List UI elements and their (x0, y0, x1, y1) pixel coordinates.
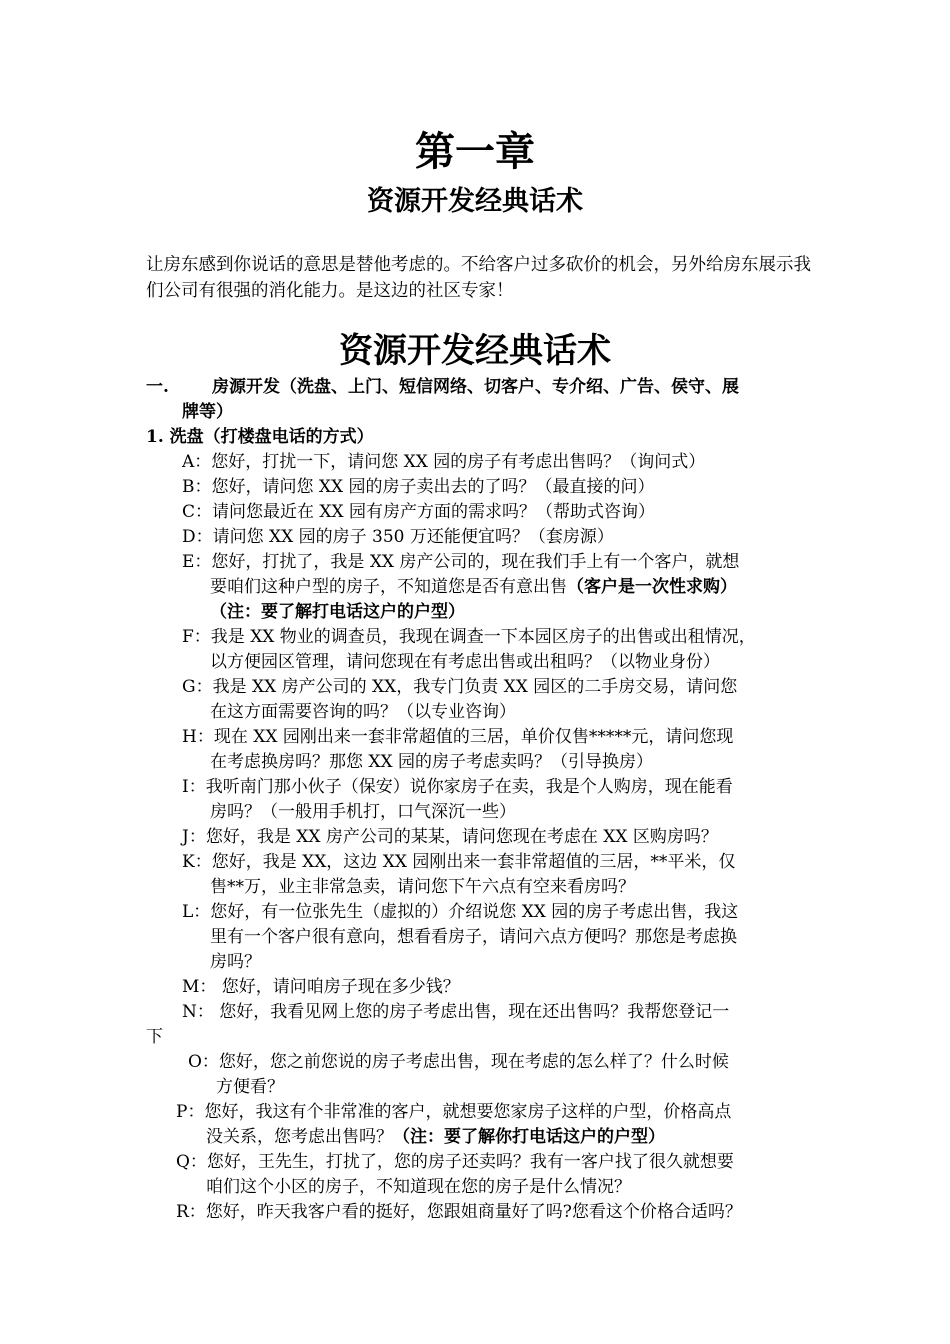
script-l-line1: L：您好，有一位张先生（虚拟的）介绍说您 XX 园的房子考虑出售，我这 (182, 902, 739, 922)
section-one-number: 一. (146, 377, 169, 397)
section-title: 资源开发经典话术 (339, 331, 611, 371)
script-b: B：您好，请问您 XX 园的房子卖出去的了吗？（最直接的问） (182, 477, 655, 497)
script-p-text: 没关系，您考虑出售吗？ (206, 1127, 393, 1147)
script-g-line2: 在这方面需要咨询的吗？（以专业咨询） (210, 702, 516, 722)
script-l-line2: 里有一个客户很有意向，想看看房子，请问六点方便吗？那您是考虑换 (210, 927, 737, 947)
script-n-line2: 下 (146, 1027, 163, 1047)
script-k-line2: 售**万，业主非常急卖，请问您下午六点有空来看房吗？ (210, 877, 635, 897)
script-g-line1: G：我是 XX 房产公司的 XX，我专门负责 XX 园区的二手房交易，请问您 (182, 677, 738, 697)
section-one-heading: 房源开发（洗盘、上门、短信网络、切客户、专介绍、广告、侯守、展 (212, 377, 739, 397)
script-j: J：您好，我是 XX 房产公司的某某，请问您现在考虑在 XX 区购房吗？ (182, 827, 718, 847)
chapter-subtitle: 资源开发经典话术 (367, 186, 583, 217)
script-o-line2: 方便看？ (216, 1077, 284, 1097)
script-f-line2: 以方便园区管理，请问您现在有考虑出售或出租吗？（以物业身份） (210, 652, 720, 672)
intro-paragraph: 让房东感到你说话的意思是替他考虑的。不给客户过多砍价的机会，另外给房东展示我们公司有很强的消化能力。是这边的社区专家！ (146, 255, 811, 301)
script-e-line2 (210, 575, 737, 600)
chapter-title: 第一章 (415, 128, 535, 175)
script-h-line1: H：现在 XX 园刚出来一套非常超值的三居，单价仅售*****元，请问您现 (182, 727, 734, 747)
script-e-text: 要咱们这种户型的房子，不知道您是否有意出售 (210, 577, 567, 597)
script-c: C：请问您最近在 XX 园有房产方面的需求吗？（帮助式咨询） (182, 502, 656, 522)
script-e-bold-note: （客户是一次性求购） (567, 577, 737, 597)
script-e-note: （注：要了解打电话这户的户型） (210, 602, 465, 622)
script-k-line1: K：您好，我是 XX，这边 XX 园刚出来一套非常超值的三居，**平米，仅 (182, 852, 736, 872)
script-r: R：您好，昨天我客户看的挺好，您跟姐商量好了吗?您看这个价格合适吗？ (176, 1202, 742, 1222)
script-p-bold-note: （注：要了解你打电话这户的户型） (393, 1127, 665, 1147)
script-o-line1: O：您好，您之前您说的房子考虑出售，现在考虑的怎么样了？什么时候 (188, 1052, 729, 1072)
script-e-line1: E：您好，打扰了，我是 XX 房产公司的，现在我们手上有一个客户，就想 (182, 552, 740, 572)
script-p-line2 (206, 1125, 665, 1150)
script-q-line1: Q：您好，王先生，打扰了，您的房子还卖吗？我有一客户找了很久就想要 (176, 1152, 734, 1172)
script-p-line1: P：您好，我这有个非常准的客户，就想要您家房子这样的户型，价格高点 (176, 1102, 732, 1122)
script-d: D：请问您 XX 园的房子 350 万还能便宜吗？（套房源） (182, 527, 614, 547)
script-q-line2: 咱们这个小区的房子，不知道现在您的房子是什么情况？ (206, 1177, 631, 1197)
script-h-line2: 在考虑换房吗？那您 XX 园的房子考虑卖吗？（引导换房） (210, 752, 654, 772)
item-one-heading: 1. 洗盘（打楼盘电话的方式） (146, 427, 374, 447)
script-m: M： 您好，请问咱房子现在多少钱？ (182, 977, 460, 997)
script-n-line1: N： 您好，我看见网上您的房子考虑出售，现在还出售吗？我帮您登记一 (182, 1002, 730, 1022)
script-l-line3: 房吗？ (210, 952, 261, 972)
script-i-line1: I：我听南门那小伙子（保安）说你家房子在卖，我是个人购房，现在能看 (182, 777, 733, 797)
section-one-heading-cont: 牌等） (182, 402, 233, 422)
script-f-line1: F：我是 XX 物业的调查员，我现在调查一下本园区房子的出售或出租情况， (182, 627, 756, 647)
script-a: A：您好，打扰一下，请问您 XX 园的房子有考虑出售吗？（询问式） (182, 452, 706, 472)
script-i-line2: 房吗？（一般用手机打，口气深沉一些） (210, 802, 516, 822)
